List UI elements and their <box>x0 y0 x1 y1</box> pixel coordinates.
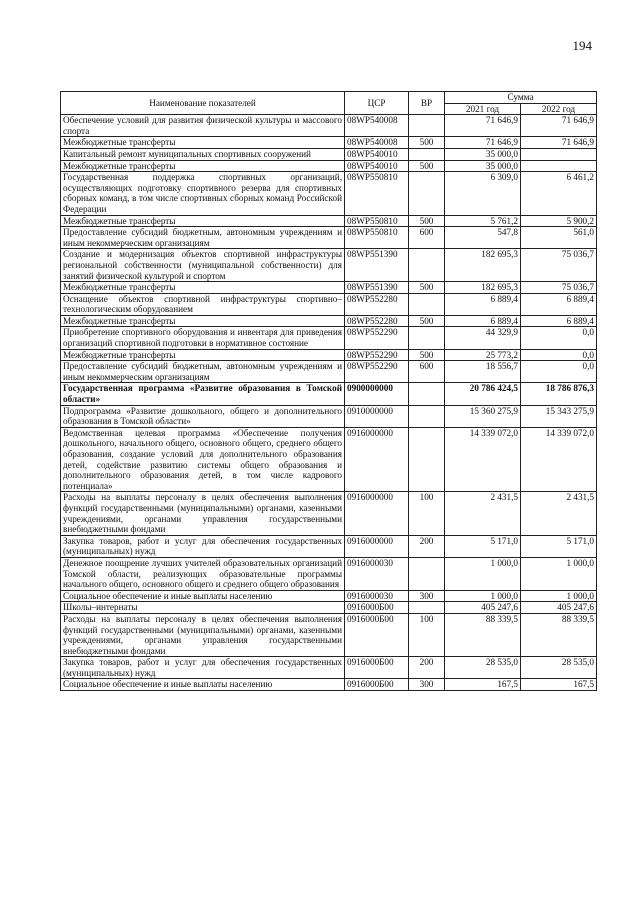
table-row <box>61 535 597 557</box>
row-sum-2021: 44 329,9 <box>445 327 521 349</box>
row-csr: 08WP550810 <box>345 215 409 227</box>
table-row <box>61 349 597 361</box>
row-vr <box>409 557 445 590</box>
row-sum-2022: 88 339,5 <box>521 613 597 656</box>
row-csr: 08WP552290 <box>345 349 409 361</box>
row-sum-2022: 71 646,9 <box>521 137 597 149</box>
row-csr: 08WP552290 <box>345 327 409 349</box>
row-csr: 0910000000 <box>345 405 409 427</box>
row-vr: 500 <box>409 215 445 227</box>
row-vr <box>409 172 445 215</box>
row-name: Расходы на выплаты персоналу в целях обеспечения выполнения функций государственными (муниципальными) органами, казенными учреждениями, органами управления государственными внебюджетными фондами <box>61 492 345 535</box>
row-name: Межбюджетные трансферты <box>61 349 345 361</box>
table-row <box>61 137 597 149</box>
row-csr: 08WP540008 <box>345 115 409 137</box>
row-name: Оснащение объектов спортивной инфраструктуры спортивно–технологическим оборудованием <box>61 293 345 315</box>
row-csr: 08WP550810 <box>345 172 409 215</box>
row-name: Государственная программа «Развитие образования в Томской области» <box>61 383 345 405</box>
row-sum-2022: 561,0 <box>521 227 597 249</box>
row-sum-2022: 0,0 <box>521 327 597 349</box>
table-row <box>61 293 597 315</box>
row-vr <box>409 383 445 405</box>
row-vr: 200 <box>409 657 445 679</box>
row-sum-2022: 1 000,0 <box>521 557 597 590</box>
row-vr <box>409 327 445 349</box>
table-row <box>61 492 597 535</box>
row-sum-2021: 35 000,0 <box>445 148 521 160</box>
row-sum-2022: 6 461,2 <box>521 172 597 215</box>
row-sum-2022: 0,0 <box>521 349 597 361</box>
row-sum-2022: 405 247,6 <box>521 602 597 614</box>
row-sum-2022 <box>521 160 597 172</box>
row-sum-2022: 15 343 275,9 <box>521 405 597 427</box>
row-vr <box>409 115 445 137</box>
row-csr: 08WP552280 <box>345 293 409 315</box>
row-name: Предоставление субсидий бюджетным, автономным учреждениям и иным некоммерческим организациям <box>61 227 345 249</box>
header-sum: Сумма <box>445 92 597 104</box>
row-name: Социальное обеспечение и иные выплаты населению <box>61 590 345 602</box>
row-name: Приобретение спортивного оборудования и инвентаря для приведения организаций спортивной подготовки в нормативное состояние <box>61 327 345 349</box>
row-sum-2022: 6 889,4 <box>521 293 597 315</box>
row-sum-2021: 88 339,5 <box>445 613 521 656</box>
header-year-2022: 2022 год <box>521 103 597 115</box>
table-row <box>61 557 597 590</box>
row-name: Закупка товаров, работ и услуг для обеспечения государственных (муниципальных) нужд <box>61 535 345 557</box>
table-row <box>61 327 597 349</box>
row-name: Предоставление субсидий бюджетным, автономным учреждениям и иным некоммерческим организациям <box>61 361 345 383</box>
row-name: Капитальный ремонт муниципальных спортивных сооружений <box>61 148 345 160</box>
row-sum-2021: 71 646,9 <box>445 137 521 149</box>
row-name: Межбюджетные трансферты <box>61 315 345 327</box>
row-name: Социальное обеспечение и иные выплаты населению <box>61 679 345 691</box>
row-csr: 08WP540010 <box>345 148 409 160</box>
row-csr: 0916000Б00 <box>345 679 409 691</box>
table-row <box>61 148 597 160</box>
row-sum-2021: 547,8 <box>445 227 521 249</box>
row-vr <box>409 249 445 282</box>
row-csr: 08WP540008 <box>345 137 409 149</box>
row-sum-2021: 2 431,5 <box>445 492 521 535</box>
row-csr: 0916000030 <box>345 590 409 602</box>
row-csr: 0916000030 <box>345 557 409 590</box>
row-sum-2021: 6 889,4 <box>445 315 521 327</box>
row-vr: 500 <box>409 137 445 149</box>
row-name: Закупка товаров, работ и услуг для обеспечения государственных (муниципальных) нужд <box>61 657 345 679</box>
row-sum-2022: 18 786 876,3 <box>521 383 597 405</box>
row-sum-2021: 5 171,0 <box>445 535 521 557</box>
row-name: Государственная поддержка спортивных организаций, осуществляющих подготовку спортивного резерва для спортивных сборных команд, в том числе спортивных сборных команд Российской Федерации <box>61 172 345 215</box>
row-name: Межбюджетные трансферты <box>61 282 345 294</box>
row-vr <box>409 148 445 160</box>
table-row <box>61 657 597 679</box>
row-name: Обеспечение условий для развития физической культуры и массового спорта <box>61 115 345 137</box>
row-sum-2022: 14 339 072,0 <box>521 427 597 492</box>
row-sum-2021: 1 000,0 <box>445 557 521 590</box>
row-vr: 300 <box>409 679 445 691</box>
header-csr: ЦСР <box>345 92 409 115</box>
row-sum-2021: 25 773,2 <box>445 349 521 361</box>
row-vr: 600 <box>409 227 445 249</box>
header-vr: ВР <box>409 92 445 115</box>
row-sum-2022: 75 036,7 <box>521 249 597 282</box>
row-sum-2021: 167,5 <box>445 679 521 691</box>
row-name: Денежное поощрение лучших учителей образовательных организаций Томской области, реализующих образовательные программы начального общего, основного общего и среднего общего образования <box>61 557 345 590</box>
row-name: Расходы на выплаты персоналу в целях обеспечения выполнения функций государственными (муниципальными) органами, казенными учреждениями, органами управления государственными внебюджетными фондами <box>61 613 345 656</box>
table-row <box>61 282 597 294</box>
row-sum-2021: 28 535,0 <box>445 657 521 679</box>
row-csr: 08WP551390 <box>345 282 409 294</box>
row-sum-2021: 18 556,7 <box>445 361 521 383</box>
row-sum-2022: 6 889,4 <box>521 315 597 327</box>
table-row <box>61 602 597 614</box>
table-row <box>61 679 597 691</box>
row-sum-2022 <box>521 148 597 160</box>
page-number: 194 <box>572 38 592 53</box>
row-csr: 08WP552290 <box>345 361 409 383</box>
row-sum-2022: 167,5 <box>521 679 597 691</box>
row-vr: 500 <box>409 160 445 172</box>
row-csr: 0916000000 <box>345 427 409 492</box>
table-row <box>61 172 597 215</box>
row-name: Ведомственная целевая программа «Обеспечение получения дошкольного, начального общего, основного общего, среднего общего образования, создание условий для дополнительного образования детей, содействие развитию системы общего образования и дополнительного образования детей, в том числе кадрового потенциала» <box>61 427 345 492</box>
table-row <box>61 613 597 656</box>
table-row <box>61 160 597 172</box>
row-sum-2021: 182 695,3 <box>445 249 521 282</box>
row-csr: 0916000Б00 <box>345 613 409 656</box>
row-csr: 08WP540010 <box>345 160 409 172</box>
row-sum-2022: 5 900,2 <box>521 215 597 227</box>
row-vr: 500 <box>409 282 445 294</box>
row-name: Межбюджетные трансферты <box>61 160 345 172</box>
row-csr: 0916000000 <box>345 492 409 535</box>
row-csr: 08WP551390 <box>345 249 409 282</box>
table-row <box>61 590 597 602</box>
row-sum-2021: 15 360 275,9 <box>445 405 521 427</box>
row-name: Создание и модернизация объектов спортивной инфраструктуры региональной собственности (муниципальной собственности) для занятий физической культурой и спортом <box>61 249 345 282</box>
row-vr <box>409 427 445 492</box>
row-name: Школы–интернаты <box>61 602 345 614</box>
table-row <box>61 115 597 137</box>
row-sum-2021: 405 247,6 <box>445 602 521 614</box>
row-vr: 500 <box>409 349 445 361</box>
row-csr: 0916000Б00 <box>345 602 409 614</box>
table-row <box>61 227 597 249</box>
row-sum-2021: 1 000,0 <box>445 590 521 602</box>
row-name: Межбюджетные трансферты <box>61 215 345 227</box>
row-sum-2021: 5 761,2 <box>445 215 521 227</box>
table-row <box>61 361 597 383</box>
row-vr <box>409 602 445 614</box>
row-sum-2022: 75 036,7 <box>521 282 597 294</box>
row-vr: 200 <box>409 535 445 557</box>
row-sum-2022: 28 535,0 <box>521 657 597 679</box>
row-csr: 08WP552280 <box>345 315 409 327</box>
table-row <box>61 215 597 227</box>
row-sum-2021: 6 889,4 <box>445 293 521 315</box>
budget-table <box>60 91 597 691</box>
row-sum-2021: 182 695,3 <box>445 282 521 294</box>
row-vr: 500 <box>409 315 445 327</box>
row-name: Межбюджетные трансферты <box>61 137 345 149</box>
table-row <box>61 249 597 282</box>
row-vr <box>409 293 445 315</box>
header-name: Наименование показателей <box>61 92 345 115</box>
row-sum-2021: 14 339 072,0 <box>445 427 521 492</box>
row-sum-2022: 5 171,0 <box>521 535 597 557</box>
table-row <box>61 315 597 327</box>
row-vr <box>409 405 445 427</box>
table-row <box>61 383 597 405</box>
row-sum-2021: 35 000,0 <box>445 160 521 172</box>
row-sum-2021: 71 646,9 <box>445 115 521 137</box>
row-sum-2021: 6 309,0 <box>445 172 521 215</box>
row-sum-2021: 20 786 424,5 <box>445 383 521 405</box>
row-vr: 600 <box>409 361 445 383</box>
row-csr: 0916000000 <box>345 535 409 557</box>
row-vr: 300 <box>409 590 445 602</box>
row-sum-2022: 1 000,0 <box>521 590 597 602</box>
row-csr: 0916000Б00 <box>345 657 409 679</box>
table-row <box>61 405 597 427</box>
row-name: Подпрограмма «Развитие дошкольного, общего и дополнительного образования в Томской области» <box>61 405 345 427</box>
row-csr: 0900000000 <box>345 383 409 405</box>
row-sum-2022: 2 431,5 <box>521 492 597 535</box>
row-sum-2022: 0,0 <box>521 361 597 383</box>
row-vr: 100 <box>409 613 445 656</box>
table-body <box>61 115 597 691</box>
row-csr: 08WP550810 <box>345 227 409 249</box>
row-vr: 100 <box>409 492 445 535</box>
table-row <box>61 427 597 492</box>
row-sum-2022: 71 646,9 <box>521 115 597 137</box>
header-year-2021: 2021 год <box>445 103 521 115</box>
